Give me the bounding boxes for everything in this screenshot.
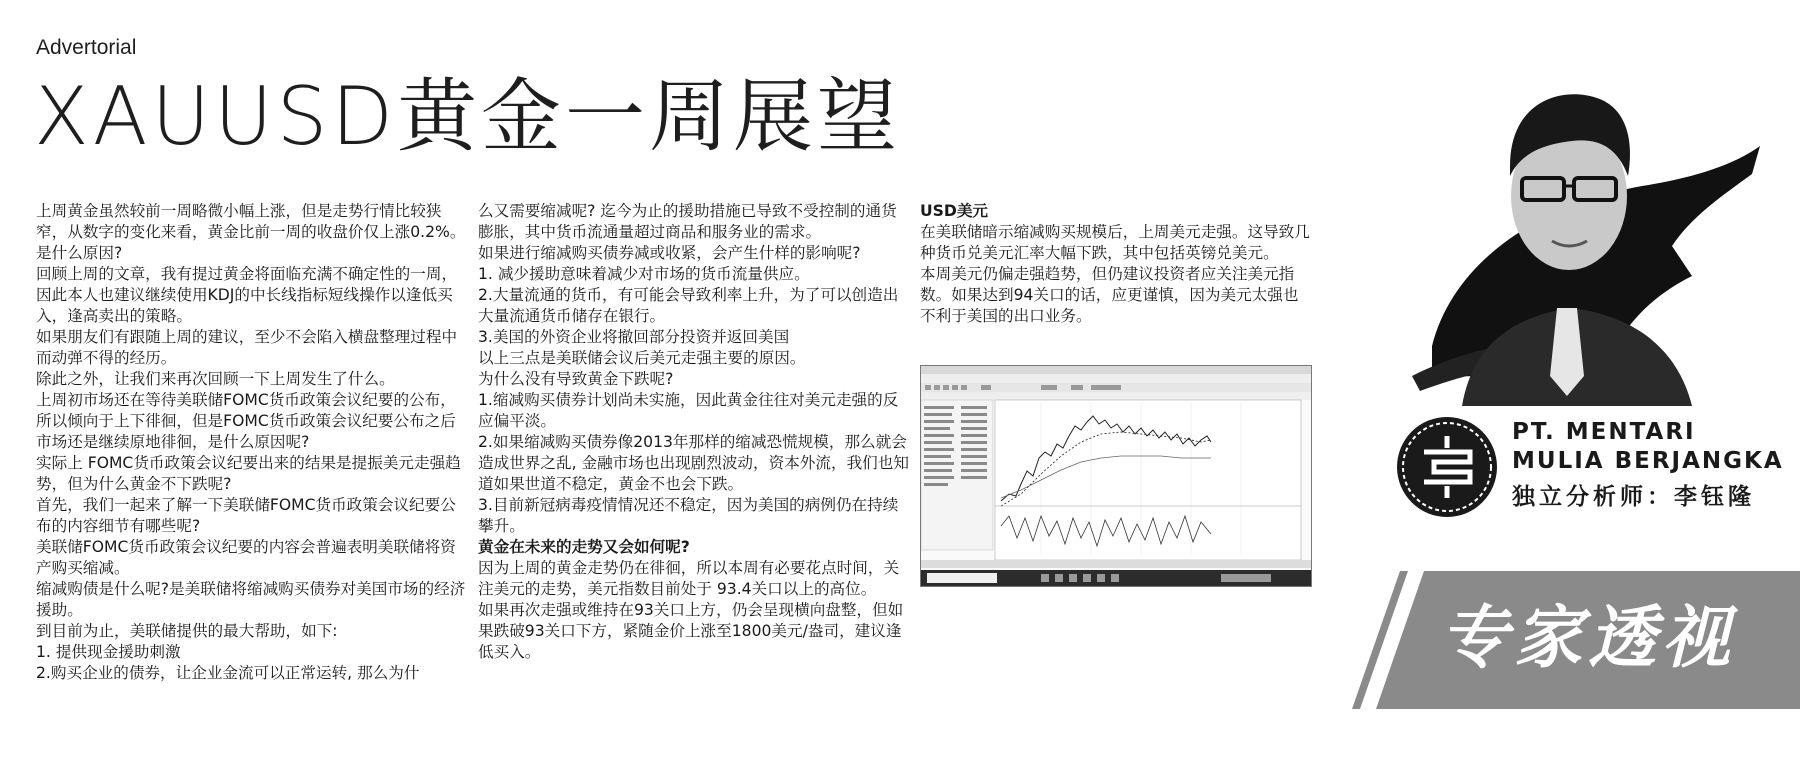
company-logo-icon <box>1394 414 1500 520</box>
paragraph: 么又需要缩减呢? 迄今为止的援助措施已导致不受控制的通货膨胀，其中货币流通量超过商品和服务业的需求。 <box>478 202 897 241</box>
paragraph: 1. 提供现金援助刺激 <box>36 643 181 661</box>
paragraph: 除此之外，让我们来再次回顾一下上周发生了什么。 <box>36 370 395 388</box>
paragraph: 如果朋友们有跟随上周的建议，至少不会陷入横盘整理过程中而动弹不得的经历。 <box>36 328 458 367</box>
paragraph: 在美联储暗示缩减购买规模后，上周美元走强。这导致几种货币兑美元汇率大幅下跌，其中包括英镑兑美元。 <box>920 223 1310 262</box>
paragraph: 美联储FOMC货币政策会议纪要的内容会普遍表明美联储将资产购买缩减。 <box>36 538 456 577</box>
paragraph: 首先，我们一起来了解一下美联储FOMC货币政策会议纪要公布的内容细节有哪些呢? <box>36 496 456 535</box>
analyst-portrait <box>1392 46 1762 406</box>
paragraph: 本周美元仍偏走强趋势，但仍建议投资者应关注美元指数。如果达到94关口的话，应更谨慎，因为美元太强也不利于美国的出口业务。 <box>920 265 1299 325</box>
paragraph: 因为上周的黄金走势仍在徘徊，所以本周有必要花点时间，关注美元的走势，美元指数目前处于 93.4关口以上的高位。 <box>478 559 900 598</box>
chart-image <box>921 366 1311 586</box>
paragraph: 以上三点是美联储会议后美元走强主要的原因。 <box>478 349 806 367</box>
paragraph: 1.缩减购买债券计划尚未实施，因此黄金往往对美元走强的反应偏平淡。 <box>478 391 899 430</box>
paragraph: 2.如果缩减购买债券像2013年那样的缩减恐慌规模，那么就会造成世界之乱, 金融市场也出现剧烈波动，资本外流，我们也知道如果世道不稳定，黄金不也会下跌。 <box>478 433 909 493</box>
article-column-2 <box>478 201 910 663</box>
analyst-credit: 独立分析师：李钰隆 <box>1512 484 1755 510</box>
paragraph: 到目前为止，美联储提供的最大帮助，如下: <box>36 622 338 640</box>
paragraph: 是什么原因? <box>36 244 123 262</box>
article-column-3 <box>920 201 1314 327</box>
paragraph: 回顾上周的文章，我有提过黄金将面临充满不确定性的一周，因此本人也建议继续使用KDJ的中长线指标短线操作以逢低买入，逢高卖出的策略。 <box>36 265 458 325</box>
paragraph: 缩减购债是什么呢?是美联储将缩减购买债券对美国市场的经济援助。 <box>36 580 466 619</box>
column-banner-title: 专家透视 <box>1440 599 1737 678</box>
paragraph: 如果再次走强或维持在93关口上方，仍会呈现横向盘整，但如果跌破93关口下方，紧随金价上涨至1800美元/盎司，建议逢低买入。 <box>478 601 904 661</box>
advertorial-label: Advertorial <box>36 36 137 59</box>
article-column-1 <box>36 201 468 684</box>
company-name-line-2: MULIA BERJANGKA <box>1512 448 1784 474</box>
paragraph: 上周初市场还在等待美联储FOMC货币政策会议纪要的公布，所以倾向于上下徘徊，但是FOMC货币政策会议纪要公布之后市场还是继续原地徘徊，是什么原因呢? <box>36 391 456 451</box>
paragraph: 3.美国的外资企业将撤回部分投资并返回美国 <box>478 328 790 346</box>
paragraph: 1. 减少援助意味着减少对市场的货币流量供应。 <box>478 265 810 283</box>
paragraph: 上周黄金虽然较前一周略微小幅上涨，但是走势行情比较狭窄，从数字的变化来看，黄金比前一周的收盘价仅上涨0.2%。 <box>36 202 466 241</box>
paragraph: 如果进行缩减购买债券减或收紧，会产生什样的影响呢? <box>478 244 861 262</box>
section-heading: USD美元 <box>920 202 989 220</box>
trading-platform-screenshot <box>920 365 1312 587</box>
paragraph: 为什么没有导致黄金下跌呢? <box>478 370 674 388</box>
paragraph: 2.大量流通的货币，有可能会导致利率上升，为了可以创造出大量流通货币储存在银行。 <box>478 286 899 325</box>
paragraph: 2.购买企业的债券，让企业金流可以正常运转, 那么为什 <box>36 664 420 682</box>
section-heading: 黄金在未来的走势又会如何呢? <box>478 538 690 556</box>
company-name <box>1512 418 1784 476</box>
paragraph: 3.目前新冠病毒疫情情况还不稳定，因为美国的病例仍在持续攀升。 <box>478 496 899 535</box>
page-title: XAUUSD黄金一周展望 <box>34 70 902 163</box>
paragraph: 实际上 FOMC货币政策会议纪要出来的结果是提振美元走强趋势，但为什么黄金不下跌呢? <box>36 454 461 493</box>
company-name-line-1: PT. MENTARI <box>1512 419 1696 445</box>
